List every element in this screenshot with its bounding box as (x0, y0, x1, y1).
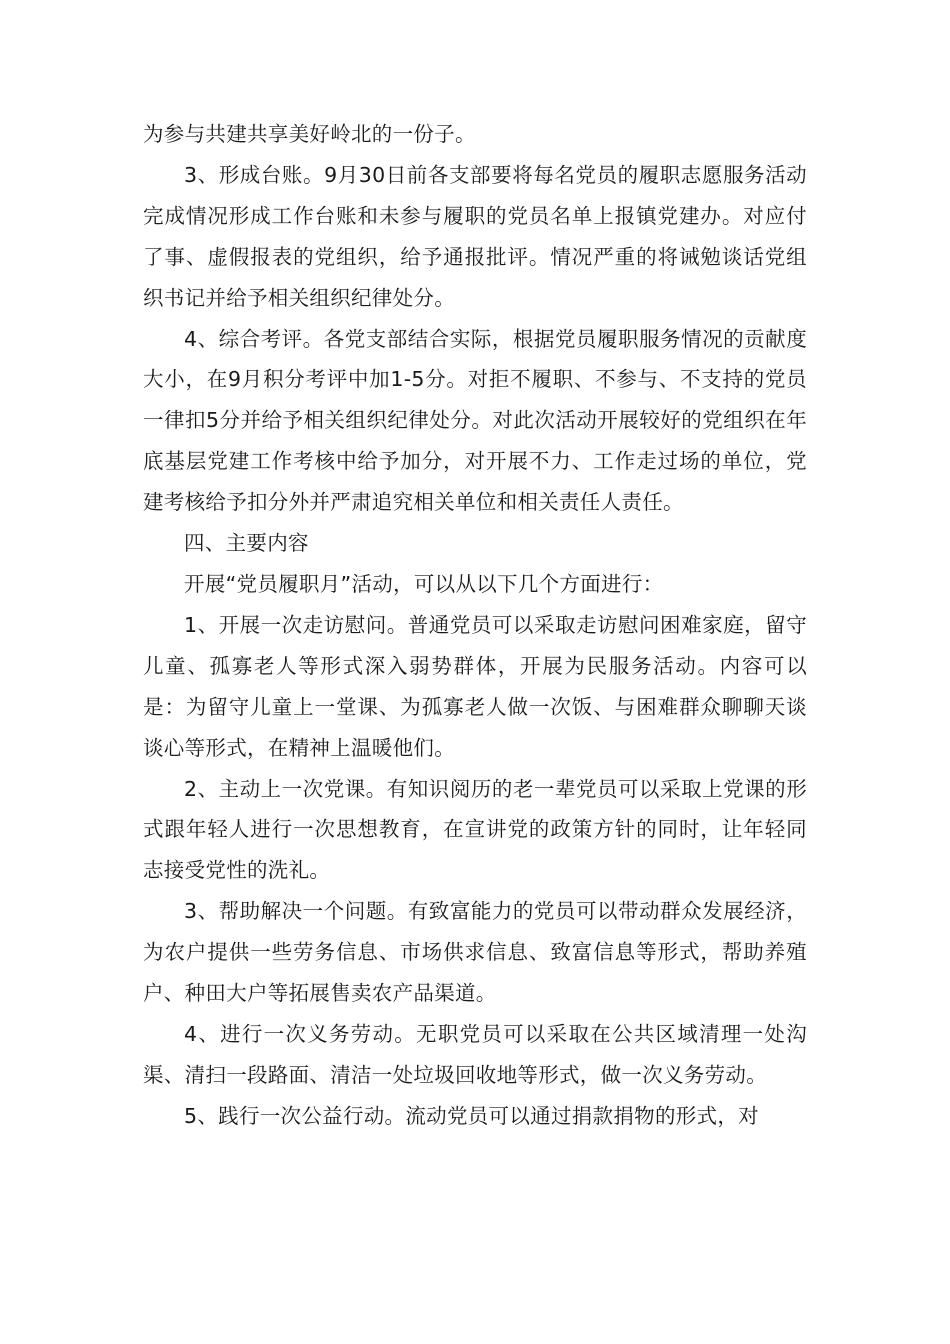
section-heading-main-content: 四、主要内容 (184, 531, 309, 556)
paragraph-continuation: 为参与共建共享美好岭北的一份子。 (143, 122, 476, 146)
paragraph-evaluation: 4、综合考评。各党支部结合实际，根据党员履职服务情况的贡献度大小，在9月积分考评中加1-5分。对拒不履职、不参与、不支持的党员一律扣5分并给予相关组织纪律处分。对此次活动开展较好的党组织在年底基层党建工作考核中给予加分，对开展不力、工作走过场的单位，党建考核给予扣分外并严肃追究相关单位和相关责任人责任。 (143, 326, 807, 515)
paragraph-item-lecture: 2、主动上一次党课。有知识阅历的老一辈党员可以采取上党课的形式跟年轻人进行一次思想教育，在宣讲党的政策方针的同时，让年轻同志接受党性的洗礼。 (143, 776, 807, 883)
paragraph-item-solve-problem: 3、帮助解决一个问题。有致富能力的党员可以带动群众发展经济，为农户提供一些劳务信息、市场供求信息、致富信息等形式，帮助养殖户、种田大户等拓展售卖农产品渠道。 (143, 899, 807, 1006)
paragraph-item-charity: 5、践行一次公益行动。流动党员可以通过捐款捐物的形式，对 (184, 1103, 759, 1128)
paragraph-ledger: 3、形成台账。9月30日前各支部要将每名党员的履职志愿服务活动完成情况形成工作台账和未参与履职的党员名单上报镇党建办。对应付了事、虚假报表的党组织，给予通报批评。情况严重的将诫勉谈话党组织书记并给予相关组织纪律处分。 (143, 162, 807, 310)
paragraph-item-visit: 1、开展一次走访慰问。普通党员可以采取走访慰问困难家庭，留守儿童、孤寡老人等形式深入弱势群体，开展为民服务活动。内容可以是：为留守儿童上一堂课、为孤寡老人做一次饭、与困难群众聊聊天谈谈心等形式，在精神上温暖他们。 (143, 612, 807, 760)
paragraph-intro: 开展“党员履职月”活动，可以从以下几个方面进行： (184, 571, 664, 596)
document-body (143, 114, 807, 1137)
paragraph-item-labor: 4、进行一次义务劳动。无职党员可以采取在公共区域清理一处沟渠、清扫一段路面、清洁一处垃圾回收地等形式，做一次义务劳动。 (143, 1021, 807, 1087)
